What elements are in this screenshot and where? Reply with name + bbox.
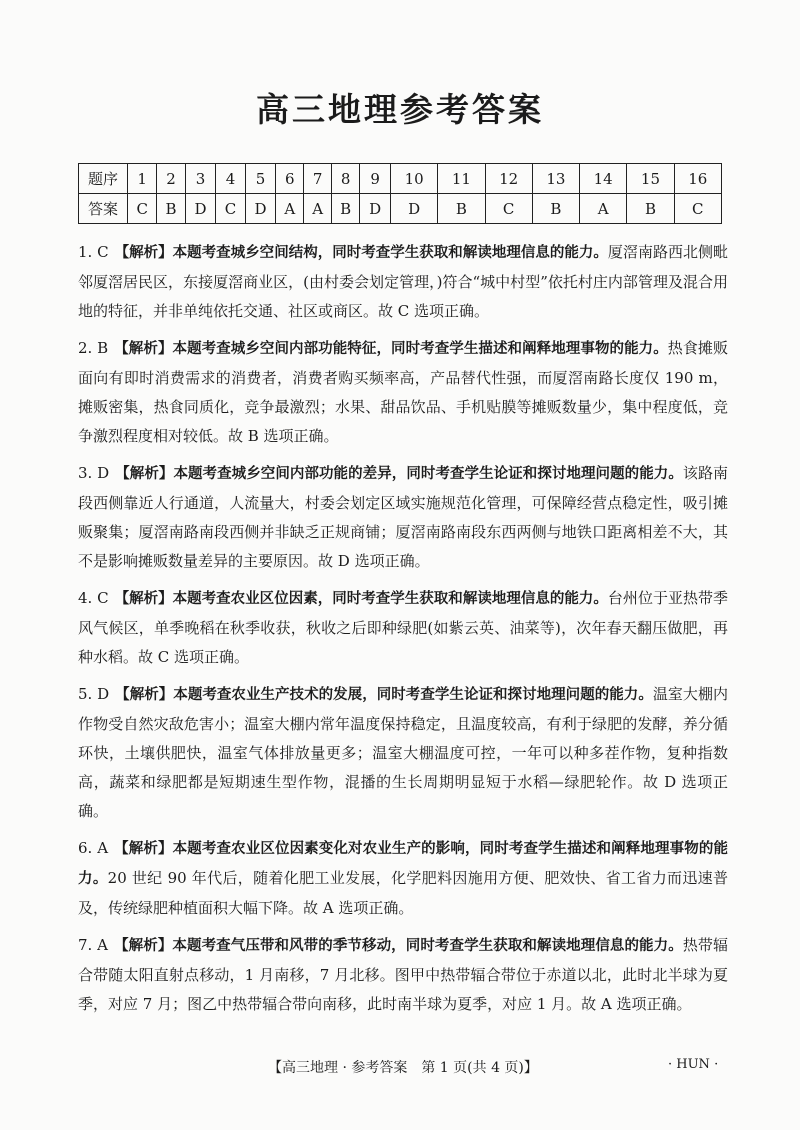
answer-cell: B [332, 194, 360, 224]
item-answer: 7. A [78, 936, 108, 954]
table-row-answers [79, 194, 722, 224]
item-text: 温室大棚内作物受自然灾敌危害小；温室大棚内常年温度保持稳定，且温度较高，有利于绿肥的发酵，养分循环快，土壤供肥快，温室气体排放量更多；温室大棚温度可控，一年可以种多茬作物，复种指数高，蔬菜和绿肥都是短期速生型作物，混播的生长周期明显短于水稻—绿肥轮作。故 D 选项正确。 [78, 685, 728, 820]
question-number: 12 [485, 164, 532, 194]
answer-cell: A [304, 194, 332, 224]
explanation-item [78, 680, 728, 826]
question-number: 2 [157, 164, 185, 194]
answer-cell: C [485, 194, 532, 224]
answer-cell: D [391, 194, 438, 224]
answer-cell: D [360, 194, 391, 224]
question-number: 1 [128, 164, 157, 194]
question-number: 5 [245, 164, 276, 194]
answer-cell: B [532, 194, 579, 224]
item-analysis-heading: 【解析】本题考查城乡空间内部功能特征，同时考查学生描述和阐释地理事物的能力。 [114, 341, 668, 357]
answer-table [78, 163, 722, 224]
item-analysis-heading: 【解析】本题考查农业区位因素，同时考查学生获取和解读地理信息的能力。 [114, 591, 608, 607]
explanation-item [78, 238, 728, 326]
item-answer: 4. C [78, 589, 109, 607]
row-label-answer: 答案 [79, 194, 128, 224]
page-title: 高三地理参考答案 [256, 90, 544, 129]
item-answer: 2. B [78, 339, 109, 357]
question-number: 10 [391, 164, 438, 194]
answer-cell: C [216, 194, 245, 224]
answer-cell: C [128, 194, 157, 224]
item-answer: 5. D [78, 685, 110, 703]
question-number: 4 [216, 164, 245, 194]
answer-cell: A [580, 194, 627, 224]
answer-cell: D [245, 194, 276, 224]
question-number: 16 [674, 164, 721, 194]
item-answer: 3. D [78, 464, 110, 482]
item-analysis-heading: 【解析】本题考查农业生产技术的发展，同时考查学生论证和探讨地理问题的能力。 [115, 687, 653, 703]
item-answer: 1. C [78, 243, 109, 261]
explanation-item [78, 334, 728, 451]
question-number: 11 [438, 164, 485, 194]
page-footer: 【高三地理 · 参考答案 第 1 页(共 4 页)】 [268, 1060, 538, 1076]
answer-cell: A [276, 194, 304, 224]
question-number: 6 [276, 164, 304, 194]
question-number: 13 [532, 164, 579, 194]
question-number: 8 [332, 164, 360, 194]
row-label-number: 题序 [79, 164, 128, 194]
question-number: 15 [627, 164, 674, 194]
answer-cell: D [185, 194, 216, 224]
item-answer: 6. A [78, 839, 109, 857]
item-analysis-heading: 【解析】本题考查城乡空间结构，同时考查学生获取和解读地理信息的能力。 [114, 245, 608, 261]
explanation-item [78, 834, 728, 923]
item-text: 20 世纪 90 年代后，随着化肥工业发展，化学肥料因施用方便、肥效快、省工省力而迅速普及，传统绿肥种植面积大幅下降。故 A 选项正确。 [78, 869, 729, 917]
question-number: 7 [304, 164, 332, 194]
item-analysis-heading: 【解析】本题考查城乡空间内部功能的差异，同时考查学生论证和探讨地理问题的能力。 [115, 466, 683, 482]
explanation-item [78, 931, 728, 1019]
table-row-numbers [79, 164, 722, 194]
explanation-item [78, 459, 728, 576]
item-text: 热带辐合带随太阳直射点移动，1 月南移，7 月北移。图甲中热带辐合带位于赤道以北，此时北半球为夏季，对应 7 月；图乙中热带辐合带向南移，此时南半球为夏季，对应 1 月。故 A 选项正确。 [78, 936, 728, 1013]
item-text: 热食摊贩面向有即时消费需求的消费者，消费者购买频率高，产品替代性强，而厦滘南路长度仅 190 m，摊贩密集，热食同质化，竞争最激烈；水果、甜品饮品、手机贴膜等摊贩数量少，集中程度低，竞争激烈程度相对较低。故 B 选项正确。 [78, 339, 728, 445]
explanation-item [78, 584, 728, 672]
item-analysis-heading: 【解析】本题考查农业区位因素变化对农业生产的影响，同时考查学生描述和阐释地理事物的能力。 [78, 841, 728, 887]
question-number: 14 [580, 164, 627, 194]
item-text: 该路南段西侧靠近人行通道，人流量大，村委会划定区域实施规范化管理，可保障经营点稳定性，吸引摊贩聚集；厦滘南路南段西侧并非缺乏正规商铺；厦滘南路南段东西两侧与地铁口距离相差不大，其不是影响摊贩数量差异的主要原因。故 D 选项正确。 [78, 464, 729, 570]
item-text: 台州位于亚热带季风气候区，单季晚稻在秋季收获，秋收之后即种绿肥(如紫云英、油菜等)，次年春天翻压做肥，再种水稻。故 C 选项正确。 [78, 589, 728, 666]
explanation-list [78, 238, 728, 1027]
answer-cell: B [627, 194, 674, 224]
answer-cell: C [674, 194, 721, 224]
answer-cell: B [438, 194, 485, 224]
footer-code: · HUN · [668, 1057, 719, 1072]
question-number: 9 [360, 164, 391, 194]
item-analysis-heading: 【解析】本题考查气压带和风带的季节移动，同时考查学生获取和解读地理信息的能力。 [114, 938, 683, 954]
item-text: 厦滘南路西北侧毗邻厦滘居民区，东接厦滘商业区，(由村委会划定管理，)符合“城中村型”依托村庄内部管理及混合用地的特征，并非单纯依托交通、社区或商区。故 C 选项正确。 [78, 243, 728, 320]
answer-cell: B [157, 194, 185, 224]
question-number: 3 [185, 164, 216, 194]
